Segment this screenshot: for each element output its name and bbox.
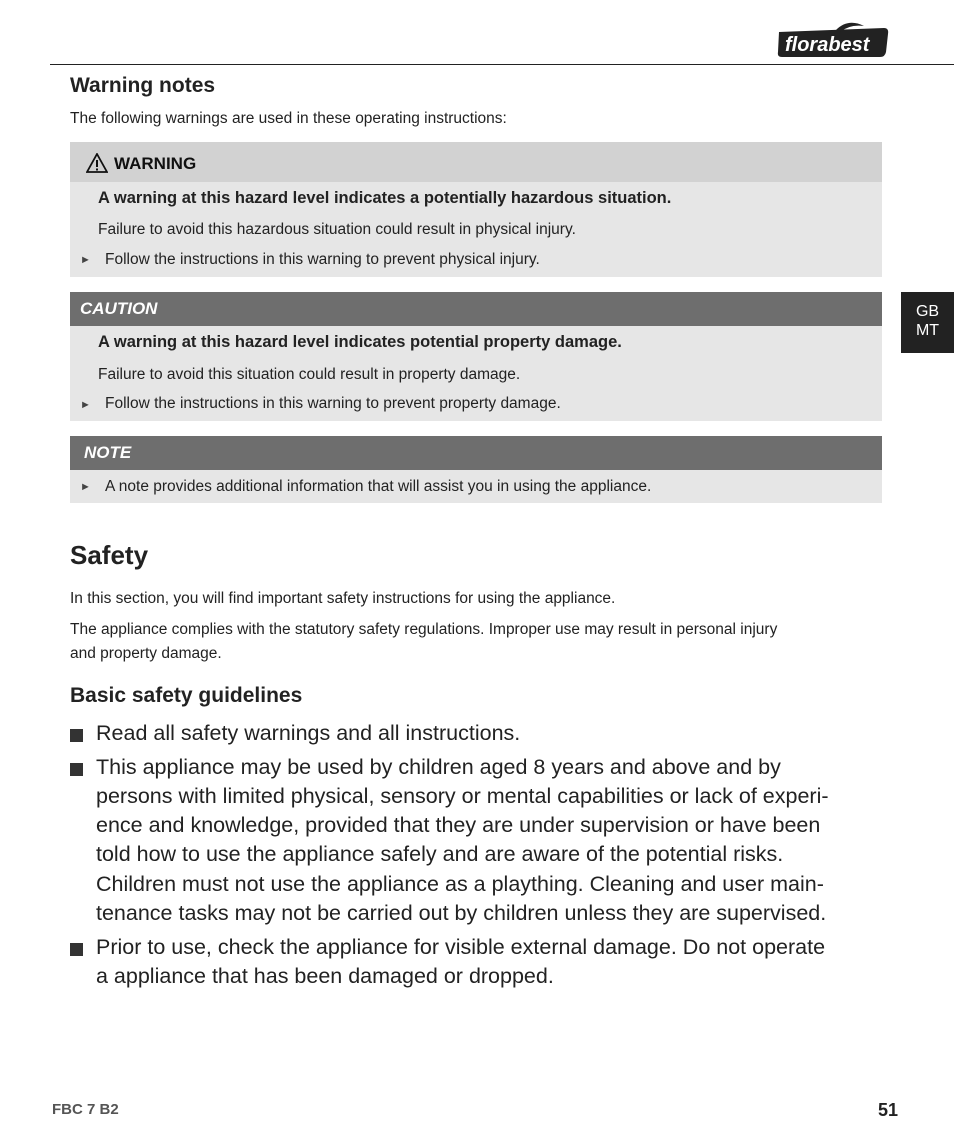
- warning-box: [70, 142, 882, 277]
- svg-text:florabest: florabest: [785, 34, 870, 56]
- warning-box-header: [70, 142, 882, 182]
- caution-label: CAUTION: [80, 299, 158, 318]
- guideline-2-line-4: told how to use the appliance safely and are aware of the potential risks.: [96, 842, 784, 866]
- arrow-bullet-icon: ►: [80, 399, 91, 411]
- safety-heading: Safety: [70, 540, 149, 570]
- guideline-2-line-2: persons with limited physical, sensory or mental capabilities or lack of experi-: [96, 784, 829, 808]
- warning-triangle-icon: [86, 153, 108, 173]
- caution-box: [70, 292, 882, 421]
- brand-logo: [776, 22, 890, 58]
- safety-paragraph-1: In this section, you will find important safety instructions for using the appliance.: [70, 590, 616, 607]
- square-bullet-icon: [70, 729, 83, 742]
- model-number: FBC 7 B2: [52, 1101, 119, 1118]
- note-box: [70, 436, 882, 503]
- note-label: NOTE: [84, 443, 132, 462]
- language-code-mt: MT: [915, 322, 940, 339]
- caution-text: Failure to avoid this situation could result in property damage.: [98, 366, 521, 383]
- language-tab: [901, 292, 954, 353]
- guideline-2-line-5: Children must not use the appliance as a plaything. Cleaning and user main-: [96, 872, 824, 896]
- guideline-2-line-1: This appliance may be used by children aged 8 years and above and by: [96, 755, 781, 779]
- warning-label: WARNING: [114, 154, 197, 173]
- arrow-bullet-icon: ►: [80, 481, 91, 493]
- guideline-1-line-1: Read all safety warnings and all instructions.: [96, 721, 521, 745]
- page-number: 51: [878, 1100, 899, 1120]
- header-rule: [50, 64, 954, 65]
- safety-paragraph-2-line-1: The appliance complies with the statutory safety regulations. Improper use may result in personal injury: [70, 621, 778, 638]
- warning-notes-intro: The following warnings are used in these operating instructions:: [70, 110, 507, 127]
- square-bullet-icon: [70, 763, 83, 776]
- guideline-2-line-6: tenance tasks may not be carried out by children unless they are supervised.: [96, 901, 827, 925]
- language-code-gb: GB: [915, 303, 940, 320]
- note-box-header: [70, 436, 882, 470]
- safety-paragraph-2-line-2: and property damage.: [70, 645, 222, 662]
- warning-bold-text: A warning at this hazard level indicates a potentially hazardous situation.: [98, 189, 672, 207]
- caution-bold-text: A warning at this hazard level indicates potential property damage.: [98, 333, 622, 351]
- note-bullet: A note provides additional information that will assist you in using the appliance.: [105, 478, 652, 495]
- square-bullet-icon: [70, 943, 83, 956]
- guideline-3-line-2: a appliance that has been damaged or dropped.: [96, 964, 554, 988]
- florabest-logo-icon: [776, 22, 890, 58]
- guideline-3-line-1: Prior to use, check the appliance for visible external damage. Do not operate: [96, 935, 826, 959]
- guideline-2-line-3: ence and knowledge, provided that they are under supervision or have been: [96, 813, 821, 837]
- arrow-bullet-icon: ►: [80, 254, 91, 266]
- warning-bullet: Follow the instructions in this warning to prevent physical injury.: [105, 251, 540, 268]
- basic-safety-heading: Basic safety guidelines: [70, 684, 303, 707]
- caution-bullet: Follow the instructions in this warning to prevent property damage.: [105, 395, 561, 412]
- warning-notes-heading: Warning notes: [70, 74, 216, 97]
- caution-box-header: [70, 292, 882, 326]
- warning-text: Failure to avoid this hazardous situation could result in physical injury.: [98, 221, 576, 238]
